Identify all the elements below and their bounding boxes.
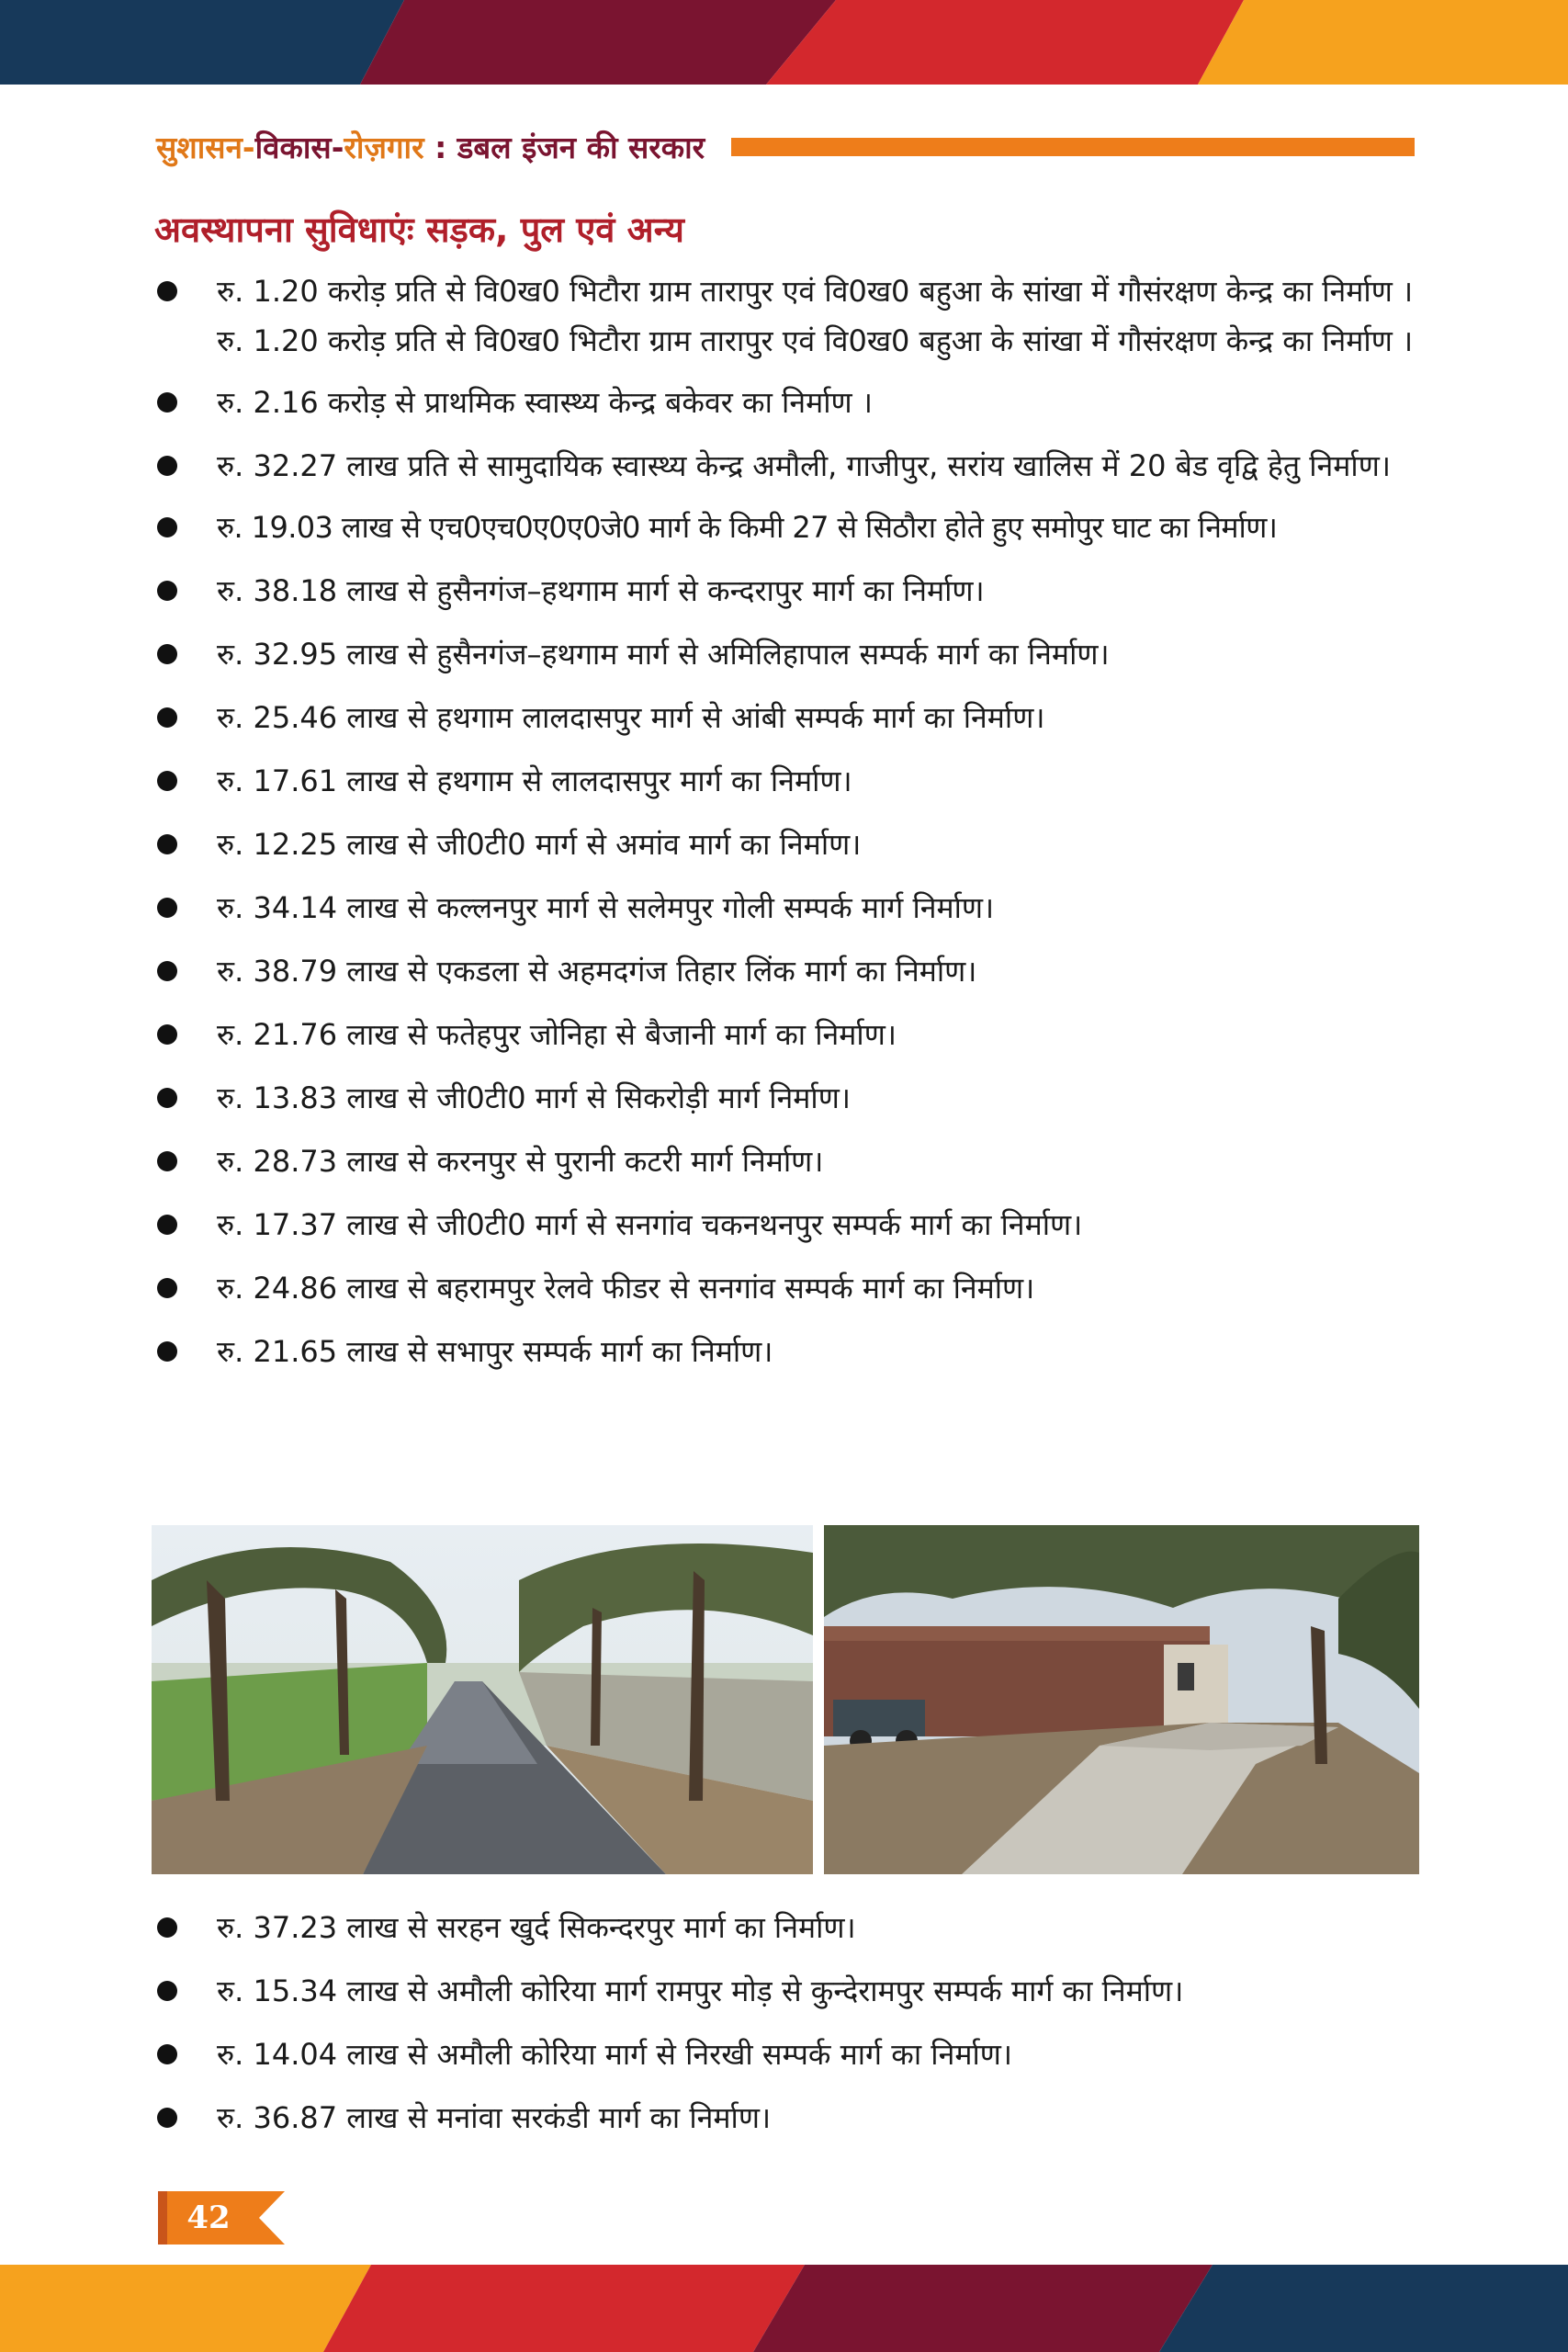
header-rule <box>731 138 1415 156</box>
list-item <box>154 566 1415 616</box>
bullet-icon <box>157 961 177 981</box>
list-item <box>154 266 1415 366</box>
list-item <box>154 1263 1415 1313</box>
list-item-text: रु. 1.20 करोड़ प्रति से वि0ख0 भिटौरा ग्राम तारापुर एवं वि0ख0 बहुआ के सांखा में गौसंरक्षण केन्द्र का निर्माण ।रु. 1.20 करोड़ प्रति से वि0ख0 भिटौरा ग्राम तारापुर एवं वि0ख0 बहुआ के सांखा में गौसंरक्षण केन्द्र का निर्माण । <box>217 274 1414 358</box>
bullet-icon <box>157 1278 177 1298</box>
list-item <box>154 946 1415 996</box>
list-item-text: रु. 21.76 लाख से फतेहपुर जोनिहा से बैजानी मार्ग का निर्माण। <box>217 1017 897 1052</box>
bullet-icon <box>157 707 177 728</box>
list-item <box>154 756 1415 806</box>
list-item-text: रु. 32.27 लाख प्रति से सामुदायिक स्वास्थ्य केन्द्र अमौली, गाजीपुर, सरांय खालिस में 20 बेड वृद्वि हेतु निर्माण। <box>217 448 1391 483</box>
list-item <box>154 820 1415 869</box>
page-number-tag <box>158 2191 287 2245</box>
list-item <box>154 2030 1415 2079</box>
bullet-icon <box>157 1088 177 1108</box>
list-item <box>154 883 1415 933</box>
bullet-icon <box>157 517 177 537</box>
bullet-icon <box>157 771 177 791</box>
header-title-part1: सुशासन- <box>156 130 255 165</box>
bullet-icon <box>157 581 177 601</box>
bullet-icon <box>157 644 177 664</box>
bullet-icon <box>157 1024 177 1045</box>
list-item-text: रु. 38.18 लाख से हुसैनगंज–हथगाम मार्ग से कन्दरापुर मार्ग का निर्माण। <box>217 573 985 608</box>
header-title-part3: रोज़गार <box>344 130 424 165</box>
list-item-text: रु. 2.16 करोड़ से प्राथमिक स्वास्थ्य केन्द्र बकेवर का निर्माण । <box>217 385 873 420</box>
list-item-text: रु. 25.46 लाख से हथगाम लालदासपुर मार्ग से आंबी सम्पर्क मार्ग का निर्माण। <box>217 700 1045 735</box>
bullet-icon <box>157 898 177 918</box>
bottom-decorative-band <box>0 2265 1568 2352</box>
list-item-text: रु. 36.87 लाख से मनांवा सरकंडी मार्ग का निर्माण। <box>217 2100 772 2135</box>
list-item-text: रु. 19.03 लाख से एच0एच0ए0ए0जे0 मार्ग के किमी 27 से सिठौरा होते हुए समोपुर घाट का निर्माण। <box>217 510 1278 545</box>
list-item <box>154 441 1415 491</box>
bullet-icon <box>157 1917 177 1938</box>
list-item-text: रु. 24.86 लाख से बहरामपुर रेलवे फीडर से सनगांव सम्पर्क मार्ग का निर्माण। <box>217 1271 1035 1306</box>
list-item <box>154 1136 1415 1186</box>
list-item-text: रु. 21.65 लाख से सभापुर सम्पर्क मार्ग का निर्माण। <box>217 1334 773 1369</box>
bullet-icon <box>157 1341 177 1362</box>
list-item-text: रु. 28.73 लाख से करनपुर से पुरानी कटरी मार्ग निर्माण। <box>217 1144 824 1179</box>
list-item <box>154 503 1415 552</box>
list-item <box>154 378 1415 427</box>
list-item <box>154 2093 1415 2143</box>
list-item-text: रु. 12.25 लाख से जी0टी0 मार्ग से अमांव मार्ग का निर्माण। <box>217 827 862 862</box>
list-item <box>154 693 1415 742</box>
bullet-icon <box>157 1981 177 2001</box>
bullet-icon <box>157 1151 177 1171</box>
header-title-part2: विकास- <box>254 130 344 165</box>
running-header <box>156 125 1415 171</box>
road-photo-village-curve <box>824 1525 1419 1874</box>
section-title: अवस्थापना सुविधाएंः सड़क, पुल एवं अन्य <box>154 209 684 250</box>
list-item <box>154 1327 1415 1376</box>
list-item-text: रु. 38.79 लाख से एकडला से अहमदगंज तिहार लिंक मार्ग का निर्माण। <box>217 954 977 989</box>
list-item <box>154 1966 1415 2016</box>
top-decorative-band <box>0 0 1568 85</box>
bullet-icon <box>157 392 177 413</box>
list-item-text: रु. 37.23 लाख से सरहन खुर्द सिकन्दरपुर मार्ग का निर्माण। <box>217 1910 856 1945</box>
page-number: 42 <box>186 2199 231 2236</box>
list-item-text: रु. 13.83 लाख से जी0टी0 मार्ग से सिकरोड़ी मार्ग निर्माण। <box>217 1080 851 1115</box>
road-photos <box>152 1525 1419 1874</box>
header-title <box>156 125 705 171</box>
list-item <box>154 1903 1415 1952</box>
bullet-icon <box>157 2044 177 2064</box>
list-item <box>154 1010 1415 1059</box>
bullet-icon <box>157 456 177 476</box>
project-list-secondary <box>154 1903 1415 2156</box>
list-item-text: रु. 15.34 लाख से अमौली कोरिया मार्ग रामपुर मोड़ से कुन्देरामपुर सम्पर्क मार्ग का निर्माण। <box>217 1973 1184 2008</box>
project-list-primary <box>154 266 1415 1390</box>
bullet-icon <box>157 2108 177 2128</box>
list-item-text: रु. 17.61 लाख से हथगाम से लालदासपुर मार्ग का निर्माण। <box>217 763 852 798</box>
list-item <box>154 1073 1415 1123</box>
list-item-text: रु. 17.37 लाख से जी0टी0 मार्ग से सनगांव चकनथनपुर सम्पर्क मार्ग का निर्माण। <box>217 1207 1083 1242</box>
list-item <box>154 1200 1415 1250</box>
list-item-text: रु. 14.04 लाख से अमौली कोरिया मार्ग से निरखी सम्पर्क मार्ग का निर्माण। <box>217 2037 1013 2072</box>
bullet-icon <box>157 834 177 854</box>
list-item-text: रु. 32.95 लाख से हुसैनगंज–हथगाम मार्ग से अमिलिहापाल सम्पर्क मार्ग का निर्माण। <box>217 637 1110 672</box>
bullet-icon <box>157 281 177 301</box>
list-item-text: रु. 34.14 लाख से कल्लनपुर मार्ग से सलेमपुर गोली सम्पर्क मार्ग निर्माण। <box>217 890 995 925</box>
list-item <box>154 629 1415 679</box>
header-title-part4: : डबल इंजन की सरकार <box>423 130 705 165</box>
bullet-icon <box>157 1215 177 1235</box>
road-photo-tree-lined <box>152 1525 813 1874</box>
